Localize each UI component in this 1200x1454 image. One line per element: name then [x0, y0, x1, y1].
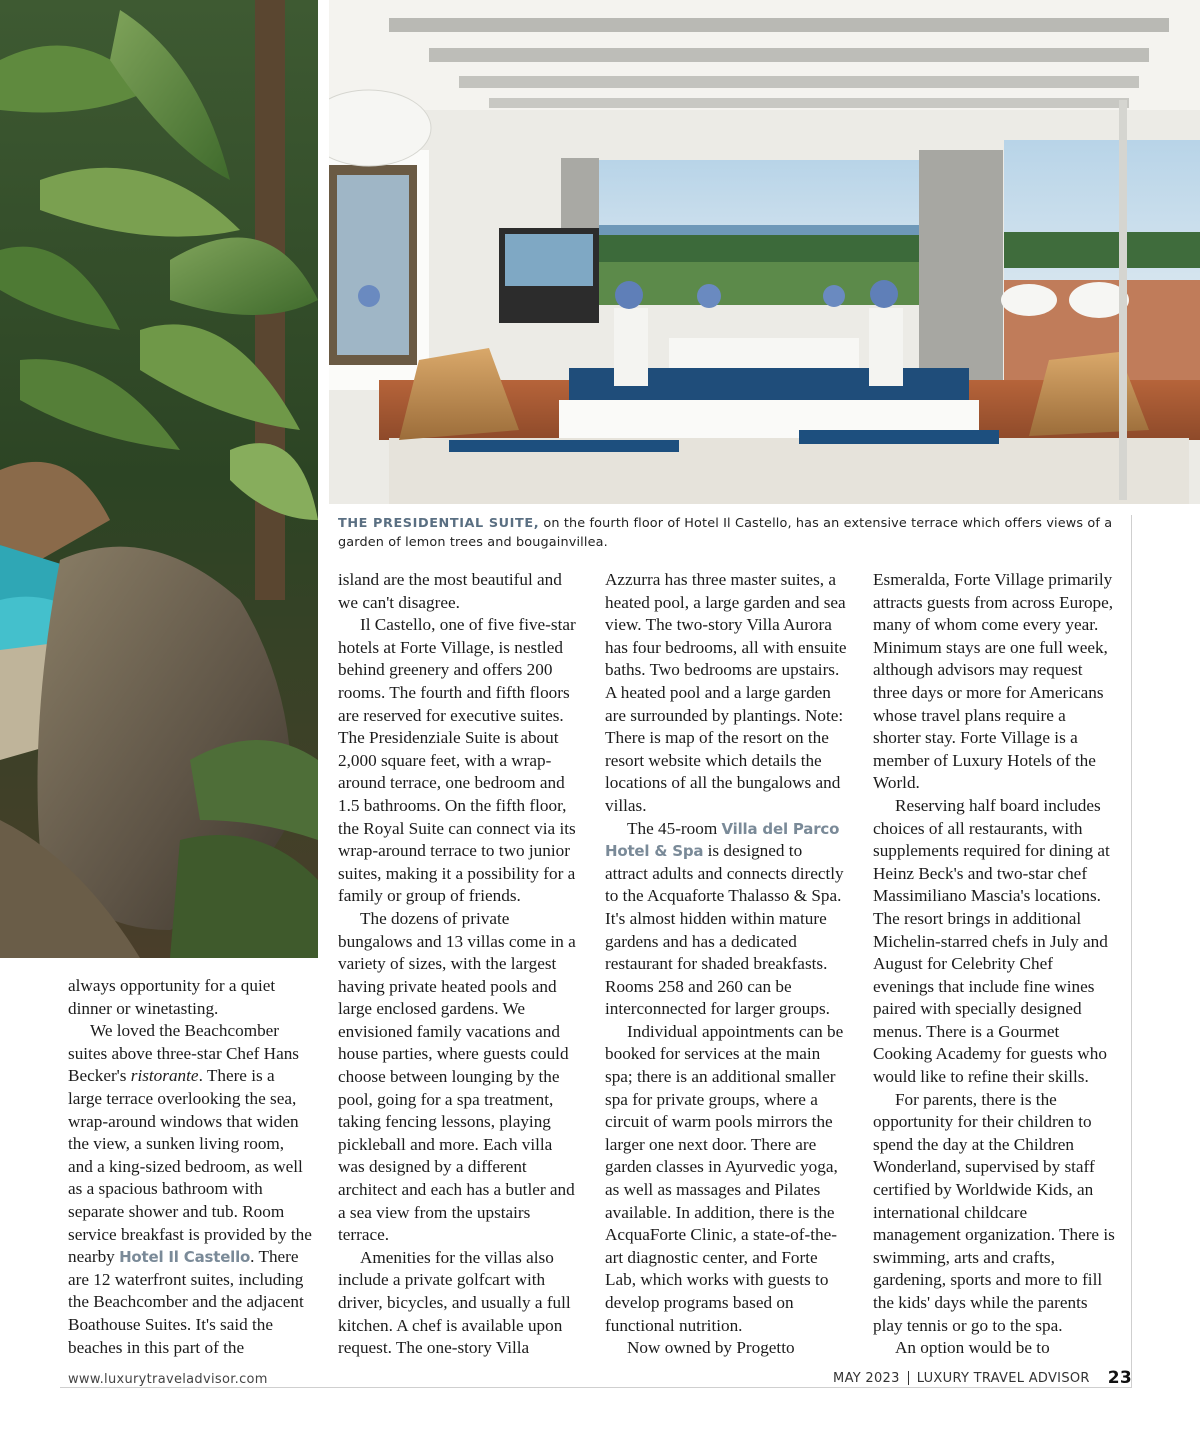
paragraph: Azzurra has three master suites, a heated pool, a large garden and sea view. The two-story Villa Aurora has four bedrooms, all with ensuite baths. Two bedrooms are upstairs. A heated pool and a large garden are surrounded by plantings. Note: There is map of the resort on the resort website which details the locations of all the bungalows and villas.: [605, 570, 847, 815]
footer-folio: [833, 1368, 1132, 1388]
text-run: We loved the Beachcomber suites above three-star Chef Hans Becker's: [68, 1021, 299, 1086]
italic-word: ristorante: [130, 1066, 199, 1086]
paragraph: Now owned by Progetto: [627, 1338, 795, 1358]
paragraph: [68, 1020, 312, 1359]
paragraph: [605, 818, 849, 1021]
folio-separator: [908, 1371, 909, 1385]
article-column-3: [605, 569, 849, 1360]
article-column-1: [68, 975, 312, 1359]
paragraph: island are the most beautiful and we can't disagree.: [338, 570, 562, 612]
paragraph: For parents, there is the opportunity for their children to spend the day at the Children Wonderland, supervised by staff certified by Worldwide Kids, an international childcare management organization. There is swimming, arts and crafts, gardening, sports and more to fill the kids' days while the parents play tennis or go to the spa.: [873, 1089, 1115, 1335]
paragraph: The dozens of private bungalows and 13 villas come in a variety of sizes, with the largest having private heated pools and large enclosed gardens. We envisioned family vacations and house parties, where guests could choose between lounging by the pool, going for a spa treatment, taking fencing lessons, playing pickleball and more. Each villa was designed by a different architect and each has a butler and a sea view from the upstairs terrace.: [338, 908, 576, 1245]
paragraph: Reserving half board includes choices of all restaurants, with supplements required for dining at Heinz Beck's and two-star chef Massimiliano Mascia's locations. The resort brings in additional Michelin-starred chefs in July and August for Celebrity Chef evenings that include fine wines paired with specially designed menus. There is a Gourmet Cooking Academy for guests who would like to refine their skills.: [873, 795, 1110, 1087]
paragraph: An option would be to: [895, 1338, 1050, 1358]
paragraph: Esmeralda, Forte Village primarily attracts guests from across Europe, many of whom come every year. Minimum stays are one full week, although advisors may request three days or more for Americans whose travel plans require a shorter stay. Forte Village is a member of Luxury Hotels of the World.: [873, 570, 1114, 793]
text-run: . There is a large terrace overlooking the sea, wrap-around windows that widen the view, a sunken living room, and a king-sized bedroom, as well as a spacious bathroom with separate shower and tub. Room service breakfast is provided by the nearby: [68, 1066, 312, 1267]
garden-pool-photo: [0, 0, 318, 958]
caption-text: on the fourth floor of Hotel Il Castello, has an extensive terrace which offers views of a garden of lemon trees and bougainvillea.: [338, 516, 1113, 550]
column-divider: [1131, 515, 1132, 1387]
page-number: 23: [1107, 1368, 1132, 1388]
issue-date: MAY 2023: [833, 1370, 900, 1386]
text-run: . There are 12 waterfront suites, including the Beachcomber and the adjacent Boathouse Suites. It's said the beaches in this part of the: [68, 1247, 304, 1357]
article-column-4: [873, 569, 1117, 1360]
paragraph: always opportunity for a quiet dinner or winetasting.: [68, 976, 276, 1018]
text-run: The 45-room: [627, 818, 722, 838]
photo-caption: [338, 514, 1138, 552]
caption-lead: THE PRESIDENTIAL SUITE,: [338, 516, 540, 531]
paragraph: Amenities for the villas also include a private golfcart with driver, bicycles, and usually a full kitchen. A chef is available upon request. The one-story Villa: [338, 1247, 571, 1358]
magazine-name: LUXURY TRAVEL ADVISOR: [916, 1370, 1090, 1386]
hotel-il-castello-link[interactable]: Hotel Il Castello: [119, 1248, 251, 1267]
text-run: is designed to attract adults and connects directly to the Acquaforte Thalasso & Spa. It's almost hidden within mature gardens and has a dedicated restaurant for shaded breakfasts. Rooms 258 and 260 can be interconnected for larger groups.: [605, 841, 844, 1019]
presidential-suite-photo: [329, 0, 1200, 504]
footer-url[interactable]: www.luxurytraveladvisor.com: [68, 1372, 268, 1387]
article-column-2: [338, 569, 582, 1360]
paragraph: Il Castello, one of five five-star hotels at Forte Village, is nestled behind greenery and offers 200 rooms. The fourth and fifth floors are reserved for executive suites. The Presidenziale Suite is about 2,000 square feet, with a wrap-around terrace, one bedroom and 1.5 bathrooms. On the fifth floor, the Royal Suite can connect via its wrap-around terrace to two junior suites, making it a possibility for a family or group of friends.: [338, 615, 576, 906]
villa-del-parco-link[interactable]: Villa del Parco Hotel & Spa: [605, 819, 840, 861]
paragraph: Individual appointments can be booked for services at the main spa; there is an additional smaller spa for private groups, where a circuit of warm pools mirrors the larger one next door. There are garden classes in Ayurvedic yoga, as well as massages and Pilates available. In addition, there is the AcquaForte Clinic, a state-of-the-art diagnostic center, and Forte Lab, which works with guests to develop programs based on functional nutrition.: [605, 1021, 844, 1335]
